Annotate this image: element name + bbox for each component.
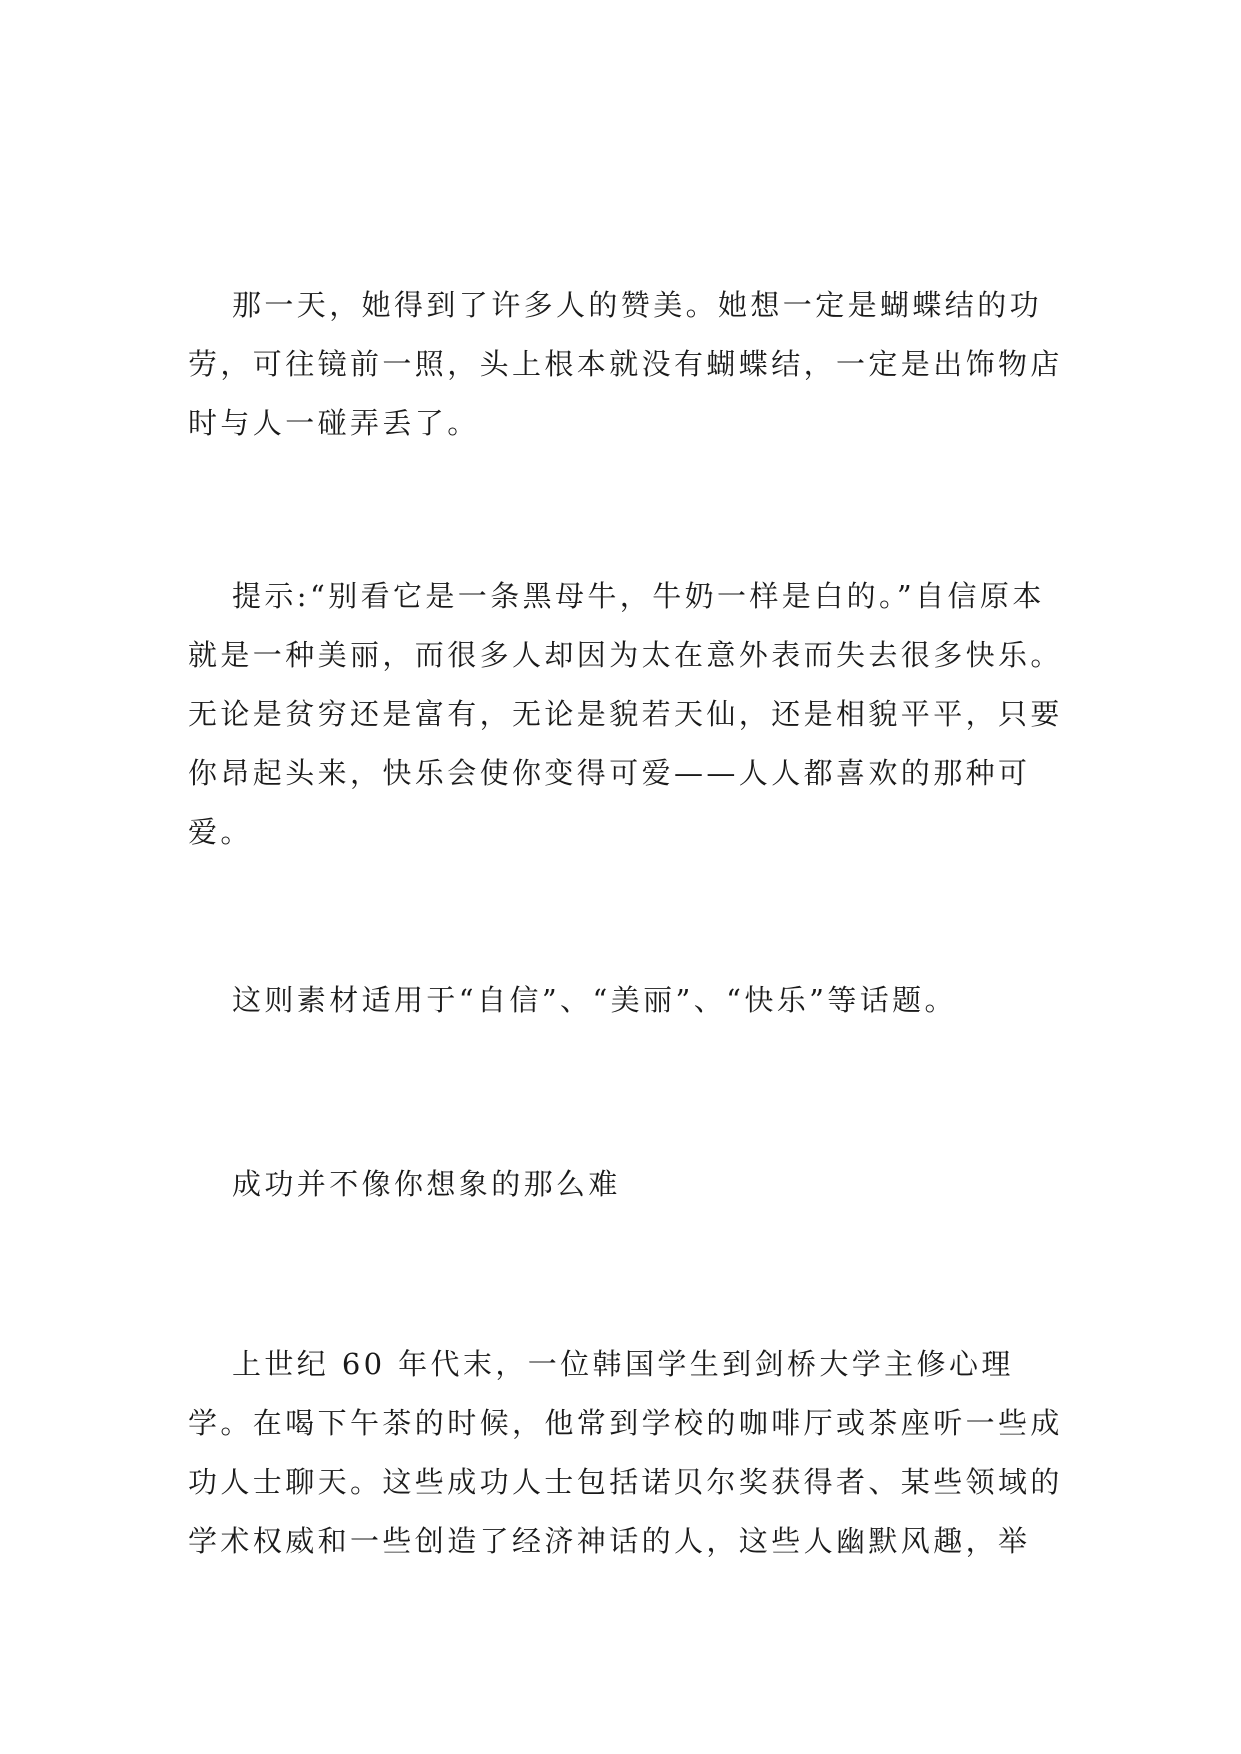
paragraph-hint: 提示:“别看它是一条黑母牛，牛奶一样是白的。”自信原本就是一种美丽，而很多人却因为太在意外表而失去很多快乐。 无论是贫穷还是富有，无论是貌若天仙，还是相貌平平，只要你昂起头来，快乐会使你变得可爱——人人都喜欢的那种可爱。 <box>188 579 1063 849</box>
paragraph-topic-note: 这则素材适用于“自信”、“美丽”、“快乐”等话题。 <box>232 983 957 1017</box>
paragraph-story: 上世纪 60 年代末，一位韩国学生到剑桥大学主修心理学。在喝下午茶的时候，他常到学校的咖啡厅或茶座听一些成功人士聊天。这些成功人士包括诺贝尔奖获得者、某些领域的学术权威和一些创造了经济神话的人，这些人幽默风趣，举 <box>188 1347 1063 1558</box>
section-heading: 成功并不像你想象的那么难 <box>232 1167 621 1201</box>
paragraph-compliments: 那一天，她得到了许多人的赞美。她想一定是蝴蝶结的功劳，可往镜前一照，头上根本就没有蝴蝶结，一定是出饰物店时与人一碰弄丢了。 <box>188 288 1063 440</box>
